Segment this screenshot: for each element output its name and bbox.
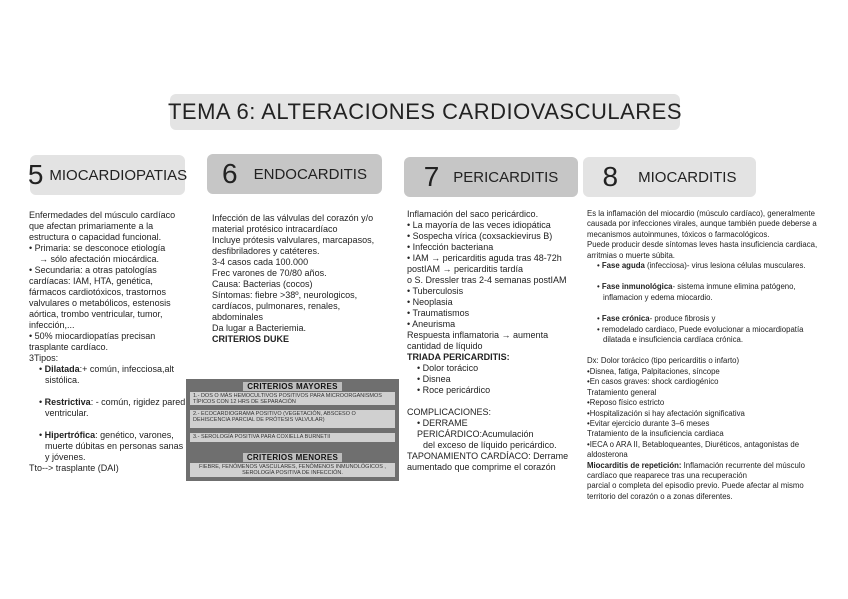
text-line: infección,... [29,320,75,330]
section-name: MIOCARDIOPATIAS [49,166,188,184]
section-number: 6 [222,158,238,189]
triada-heading: TRIADA PERICARDITIS: [407,352,510,362]
text-line: trasplante cardíaco. [29,342,109,352]
text-line: • Primaria: se desconoce etiología [29,243,166,253]
text-line: • Dolor torácico [417,363,479,373]
text-line: postIAM → pericarditis tardía [407,264,524,274]
duke-criteria-panel [186,379,399,481]
text-line: Tratamiento de la insuficiencia cardiaca [587,429,724,439]
text-line: aumentado que comprime el corazón [407,462,556,472]
criterio-mayor-2: 2.- ECOCARDIOGRAMA POSITIVO (VEGETACIÓN, ABSCESO O DEHISCENCIA PARCIAL DE PRÓTESIS VALVULAR) [190,410,395,428]
text-line: • Secundaria: a otras patologías [29,265,157,275]
text-line: mecanismos autoinmunes, tóxicos o farmacológicos. [587,229,770,239]
text-line: Dx: Dolor torácico (tipo pericarditis o infarto) [587,356,740,366]
text-line: muerte dúbitas en personas sanas [45,441,184,451]
text-line: • Disnea [417,374,451,384]
text-line: • Sospecha vírica (coxsackievirus B) [407,231,553,241]
text-line: valvulares o metabólicos, estenosis [29,298,171,308]
text-line: cardíacos, pulmonares, renales, [212,301,341,311]
text-line: fármacos cardiotóxicos, trastornos [29,287,167,297]
text-line: ventricular. [45,408,89,418]
term: Fase inmunológica [601,282,673,292]
section-name: ENDOCARDITIS [253,165,367,183]
section-number: 5 [27,159,44,190]
text-line: cardíacas: IAM, HTA, genética, [29,276,153,286]
text-line: •Reposo físico estricto [587,398,665,408]
text: : genético, varones, [95,430,174,440]
section-header-miocarditis [583,157,756,197]
text-line: Puede producir desde síntomas leves hasta insuficiencia cardiaca, [587,240,818,250]
miocardiopatias-content: Enfermedades del músculo cardíaco que afectan primariamente a la estructura o capacidad funcional. • Primaria: se desconoce etiología → sólo afectación miocárdica. • Secundaria: a otras patologías cardíacas: IAM, HTA, genética, fármacos cardiotóxicos, trastornos valvulares o metabólicos, estenosis aórtica, trombo ventricular, tumor, infección,... • 50% miocardiopatías precisan trasplante cardíaco. 3Tipos: • Dilatada:+ común, infecciosa,alt sistólica. • Restrictiva: - común, rigidez pared ventricular. • Hipertrófica: genético, varones, muerte dúbitas en personas sanas y jóvenes. Tto--> trasplante (DAI) [29,210,189,474]
text-line: Tto--> trasplante (DAI) [29,463,119,473]
text-line: •Evitar ejercicio durante 3–6 meses [587,418,710,428]
section-name: PERICARDITIS [453,168,559,186]
text-line: estructura o capacidad funcional. [29,232,162,242]
text-line: • DERRAME PERICÁRDICO:Acumulación [417,418,534,439]
page-title: TEMA 6: ALTERACIONES CARDIOVASCULARES [170,94,680,130]
criterios-mayores-label: CRITERIOS MAYORES [243,382,342,391]
term: Fase crónica [601,314,650,324]
text-line: •IECA o ARA II, Betabloqueantes, Diuréticos, antagonistas de [587,439,800,449]
text-line: parcial o completa del episodio previo. Puede afectar al mismo [587,481,804,491]
text-line: abdominales [212,312,264,322]
term: Dilatada [44,364,80,374]
pericarditis-content [407,209,579,473]
text-line: • Neoplasia [407,297,453,307]
text-line: Respuesta inflamatoria → aumenta [407,330,549,340]
text-line: aldosterona [587,450,628,460]
text-line: → sólo afectación miocárdica. [39,254,160,264]
text-line: desfibriladores y catéteres. [212,246,320,256]
text-line: y jóvenes. [45,452,86,462]
section-header-pericarditis [404,157,578,197]
section-header-endocarditis [207,154,382,194]
text-line: Enfermedades del músculo cardíaco [29,210,176,220]
text-line: • Tuberculosis [407,286,464,296]
text-line: • Traumatismos [407,308,470,318]
text-line: Infección de las válvulas del corazón y/o [212,213,374,223]
criterio-mayor-3: 3.- SEROLOGÍA POSITIVA PARA COXIELLA BURNETII [190,433,395,442]
text-line: • Aneurisma [407,319,456,329]
section-header-miocardiopatias [27,155,188,195]
text-line: Tratamiento general [587,387,657,397]
text-line: •Hospitalización si hay afectación significativa [587,408,745,418]
text-line: 3Tipos: [29,353,59,363]
criterios-menores: FIEBRE, FENÓMENOS VASCULARES, FENÓMENOS INMUNOLÓGICOS , SEROLOGÍA POSITIVA DE INFECCIÓN. [190,463,395,477]
text: :+ común, infecciosa,alt [79,364,174,374]
text-line: COMPLICACIONES: [407,407,492,417]
term: Miocarditis de repetición: [587,460,682,470]
text: : - común, rigidez pared [90,397,186,407]
section-number: 8 [602,161,619,192]
text-line: TAPONAMIENTO CARDÍACO: Derrame [407,451,569,461]
text-line: Síntomas: fiebre >38º, neurologicos, [212,290,358,300]
endocarditis-content [212,213,392,345]
text-line: cardíaco que reaparece tras una recuperación [587,470,747,480]
criterio-mayor-1: 1.- DOS O MÁS HEMOCULTIVOS POSITIVOS PARA MICROORGANISMOS TÍPICOS CON 12 HRS DE SEPARACIÓN [190,392,395,405]
text-line: Incluye prótesis valvulares, marcapasos, [212,235,375,245]
miocarditis-content: Es la inflamación del miocardio (músculo cardíaco), generalmente causada por infecciones virales, aunque también puede deberse a mecanismos autoinmunes, tóxicos o farmacológicos. Puede producir desde síntomas leves hasta insuficiencia cardiaca, arritmias o muerte súbita. • Fase aguda (infecciosa)- virus lesiona células musculares. • Fase inmunológica- sistema inmune elimina patógeno, inflamacion y edema miocardio. • Fase crónica- produce fibrosis y • remodelado cardiaco, Puede evolucionar a miocardiopatía dilatada e insuficiencia cardíaca crónica. Dx: Dolor torácico (tipo pericarditis o infarto) •Disnea, fatiga, Palpitaciones, síncope •En casos graves: shock cardiogénico Tratamiento general •Reposo físico estricto •Hospitalización si hay afectación significativa •Evitar ejercicio durante 3–6 meses Tratamiento de la insuficiencia cardiaca •IECA o ARA II, Betabloqueantes, Diuréticos, antagonistas de aldosterona Miocarditis de repetición: Inflamación recurrente del músculo cardíaco que reaparece tras una recuperación parcial o completa del episodio previo. Puede afectar al mismo territorio del corazón o a zonas diferentes. [587,209,832,502]
text-line: Frec varones de 70/80 años. [212,268,327,278]
text-line: dilatada e insuficiencia cardíaca crónica. [603,335,743,345]
text-line: o S. Dressler tras 2-4 semanas postIAM [407,275,567,285]
criterios-menores-label: CRITERIOS MENORES [243,453,342,462]
text-line: aórtica, trombo ventricular, tumor, [29,309,163,319]
text-line: Da lugar a Bacteriemia. [212,323,307,333]
section-name: MIOCARDITIS [638,168,737,186]
text-line: territorio del corazón o a zonas diferentes. [587,491,733,501]
text-line: arritmias o muerte súbita. [587,250,675,260]
text-line: 3-4 casos cada 100.000 [212,257,309,267]
text: remodelado cardiaco, Puede evolucionar a miocardiopatía [601,324,804,334]
text-line: •Disnea, fatiga, Palpitaciones, síncope [587,366,720,376]
text-line: del exceso de líquido pericárdico. [423,440,557,450]
text-line: sistólica. [45,375,80,385]
text-line: • Roce pericárdico [417,385,491,395]
duke-heading: CRITERIOS DUKE [212,334,290,344]
term: Restrictiva [44,397,91,407]
text: (infecciosa)- virus lesiona células musculares. [644,261,806,271]
text-line: Es la inflamación del miocardio (músculo cardíaco), generalmente [587,209,815,218]
text-line: • Infección bacteriana [407,242,494,252]
text-line: que afectan primariamente a la [29,221,154,231]
text: - sistema inmune elimina patógeno, [672,282,796,292]
text-line: cantidad de líquido [407,341,483,351]
text-line: causada por infecciones virales, aunque también puede deberse a [587,219,817,229]
text: - produce fibrosis y [649,314,716,324]
text-line: • La mayoría de las veces idiopática [407,220,551,230]
term: Fase aguda [601,261,645,271]
text-line: Inflamación del saco pericárdico. [407,209,539,219]
section-number: 7 [423,161,440,192]
term: Hipertrófica [44,430,96,440]
text-line: • IAM → pericarditis aguda tras 48-72h [407,253,562,263]
text-line: • 50% miocardiopatías precisan [29,331,156,341]
text: Inflamación recurrente del músculo [681,460,805,470]
text-line: inflamacion y edema miocardio. [603,292,713,302]
text-line: •En casos graves: shock cardiogénico [587,377,719,387]
text-line: Causa: Bacterias (cocos) [212,279,313,289]
text-line: material protésico intracardíaco [212,224,338,234]
